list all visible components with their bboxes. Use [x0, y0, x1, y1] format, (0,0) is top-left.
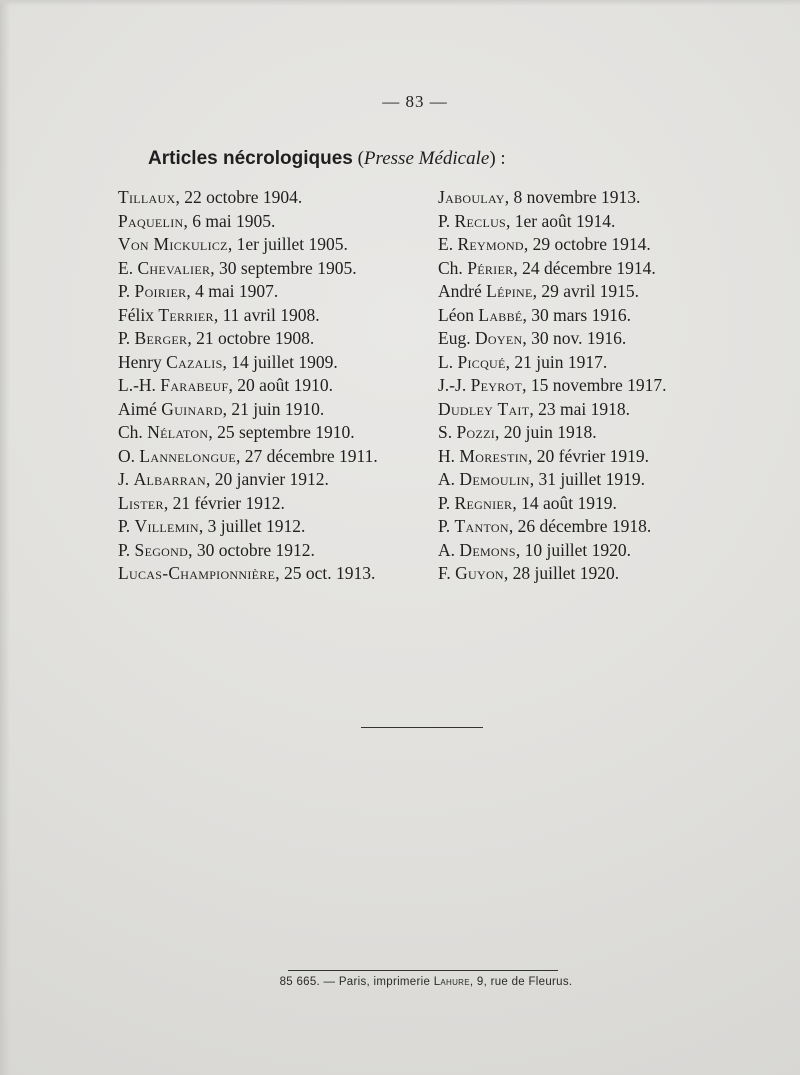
entry-date: , 4 mai 1907.: [186, 281, 279, 301]
entry-surname: Nélaton: [147, 422, 209, 442]
entry-surname: Von Mickulicz: [118, 234, 228, 254]
entry-date: , 14 juillet 1909.: [222, 351, 338, 372]
obituary-entry: [118, 257, 428, 281]
entry-forename: H.: [438, 445, 460, 466]
obituary-entry: [438, 351, 768, 375]
entry-date: , 23 mai 1918.: [529, 398, 630, 419]
entry-surname: Guinard: [161, 398, 223, 419]
entry-date: , 11 avril 1908.: [213, 304, 320, 325]
entry-date: , 20 janvier 1912.: [205, 469, 329, 489]
obituary-entry: [438, 539, 768, 563]
entry-surname: Reymond: [457, 234, 524, 254]
obituary-entry: [438, 492, 768, 516]
entry-surname: Peyrot: [470, 375, 523, 395]
printer-footer: [0, 976, 800, 988]
obituary-entry: [438, 327, 768, 351]
entry-date: , 30 mars 1916.: [522, 304, 631, 325]
entry-date: , 21 février 1912.: [163, 492, 285, 513]
entry-date: , 20 février 1919.: [528, 445, 650, 466]
entry-forename: P.: [118, 516, 135, 536]
entry-forename: P.: [438, 210, 455, 231]
obituary-list-right: [438, 186, 768, 586]
obituary-entry: [118, 304, 428, 328]
obituary-entry: [118, 233, 428, 257]
entry-forename: E.: [438, 234, 458, 254]
heading-source: Presse Médicale: [363, 148, 490, 169]
entry-date: , 21 juin 1917.: [505, 351, 608, 372]
entry-date: , 1er juillet 1905.: [227, 234, 348, 254]
entry-forename: P.: [438, 492, 455, 513]
entry-surname: Dudley Tait: [438, 398, 530, 419]
obituary-entry: [438, 374, 768, 398]
section-heading: [148, 148, 506, 170]
entry-forename: Léon: [438, 304, 479, 325]
page-number: — 83 —: [382, 92, 448, 111]
footer-rule: [288, 970, 558, 971]
entry-forename: O.: [118, 445, 140, 466]
entry-date: , 21 octobre 1908.: [187, 328, 315, 348]
entry-surname: Albarran: [133, 469, 206, 489]
obituary-entry: [118, 421, 428, 445]
entry-forename: S.: [438, 422, 457, 442]
entry-surname: Tanton: [454, 516, 509, 536]
entry-date: , 30 septembre 1905.: [210, 257, 357, 278]
entry-date: , 14 août 1919.: [512, 492, 617, 513]
entry-surname: Demons: [459, 539, 516, 560]
heading-paren-close: ) :: [489, 148, 506, 169]
entry-date: , 27 décembre 1911.: [236, 445, 378, 466]
entry-surname: Lépine: [486, 281, 533, 301]
entry-surname: Guyon: [455, 563, 504, 583]
heading-paren-open: (: [352, 148, 364, 169]
entry-date: , 10 juillet 1920.: [515, 539, 632, 560]
entry-date: , 3 juillet 1912.: [198, 516, 306, 536]
entry-date: , 6 mai 1905.: [183, 210, 276, 231]
entry-surname: Farabeuf: [160, 375, 229, 395]
entry-forename: L.: [438, 351, 458, 372]
entry-forename: P.: [438, 516, 455, 536]
obituary-entry: [118, 562, 428, 586]
obituary-entry: [438, 186, 768, 210]
obituary-entry: [438, 280, 768, 304]
entry-forename: Ch.: [118, 422, 148, 442]
entry-surname: Paquelin: [118, 210, 184, 231]
entry-date: , 22 octobre 1904.: [175, 187, 303, 207]
footer-suffix: , 9, rue de Fleurus.: [469, 976, 573, 988]
entry-surname: Doyen: [474, 328, 523, 348]
entry-date: , 30 nov. 1916.: [522, 328, 627, 348]
obituary-entry: [438, 398, 768, 422]
entry-forename: Aimé: [118, 398, 162, 419]
entry-forename: L.-H.: [118, 375, 161, 395]
entry-date: , 25 septembre 1910.: [208, 422, 355, 442]
entry-surname: Picqué: [457, 351, 506, 372]
entry-date: , 29 octobre 1914.: [523, 234, 651, 254]
entry-forename: Félix: [118, 304, 159, 325]
obituary-entry: [118, 374, 428, 398]
entry-date: , 15 novembre 1917.: [522, 375, 667, 395]
entry-surname: Regnier: [454, 492, 513, 513]
entry-surname: Morestin: [459, 445, 529, 466]
entry-forename: Ch.: [438, 257, 468, 278]
entry-forename: A.: [438, 469, 460, 489]
obituary-entry: [438, 421, 768, 445]
entry-forename: P.: [118, 328, 135, 348]
entry-surname: Lannelongue: [139, 445, 237, 466]
entry-forename: Eug.: [438, 328, 475, 348]
obituary-entry: [118, 445, 428, 469]
entry-date: , 29 avril 1915.: [532, 281, 640, 301]
entry-surname: Poirier: [134, 281, 187, 301]
obituary-entry: [438, 233, 768, 257]
entry-date: , 30 octobre 1912.: [188, 539, 315, 560]
entry-forename: A.: [438, 539, 460, 560]
entry-date: , 28 juillet 1920.: [503, 563, 620, 583]
entry-forename: F.: [438, 563, 456, 583]
obituary-entry: [118, 515, 428, 539]
entry-forename: E.: [118, 257, 138, 278]
entry-surname: Labbé: [478, 304, 523, 325]
entry-date: , 8 novembre 1913.: [504, 187, 641, 207]
footer-prefix: 85 665. — Paris, imprimerie: [279, 976, 434, 988]
obituary-entry: [118, 492, 428, 516]
entry-surname: Terrier: [158, 304, 214, 325]
obituary-entry: [438, 515, 768, 539]
obituary-entry: [438, 562, 768, 586]
heading-title: Articles nécrologiques: [148, 148, 353, 169]
entry-date: , 21 juin 1910.: [222, 398, 325, 419]
entry-surname: Villemin: [134, 516, 199, 536]
obituary-entry: [118, 186, 428, 210]
obituary-entry: [118, 210, 428, 234]
entry-forename: J.: [118, 469, 134, 489]
entry-date: , 25 oct. 1913.: [275, 563, 376, 583]
obituary-entry: [118, 280, 428, 304]
obituary-entry: [118, 327, 428, 351]
entry-forename: J.-J.: [438, 375, 471, 395]
obituary-entry: [118, 539, 428, 563]
entry-surname: Lucas-Championnière: [118, 563, 276, 583]
page-edge-shadow: [0, 0, 10, 1075]
obituary-entry: [118, 468, 428, 492]
section-divider: [361, 727, 483, 728]
obituary-list-left: [118, 186, 428, 586]
entry-surname: Jaboulay: [438, 187, 505, 207]
entry-surname: Pozzi: [456, 422, 496, 442]
obituary-entry: [438, 304, 768, 328]
entry-forename: P.: [118, 281, 135, 301]
entry-surname: Demoulin: [459, 469, 530, 489]
entry-surname: Lister: [118, 492, 164, 513]
obituary-entry: [438, 445, 768, 469]
entry-forename: P.: [118, 539, 135, 560]
entry-surname: Segond: [134, 539, 189, 560]
entry-date: , 31 juillet 1919.: [529, 469, 645, 489]
entry-surname: Tillaux: [118, 187, 176, 207]
obituary-entry: [438, 257, 768, 281]
obituary-entry: [438, 468, 768, 492]
entry-forename: André: [438, 281, 487, 301]
page-top-shadow: [0, 0, 800, 6]
entry-date: , 1er août 1914.: [506, 210, 616, 231]
entry-date: , 26 décembre 1918.: [508, 516, 652, 536]
entry-date: , 24 décembre 1914.: [513, 257, 656, 278]
obituary-entry: [118, 351, 428, 375]
entry-surname: Chevalier: [137, 257, 211, 278]
entry-surname: Cazalis: [166, 351, 223, 372]
footer-printer: Lahure: [433, 976, 470, 988]
entry-surname: Berger: [134, 328, 188, 348]
entry-date: , 20 août 1910.: [228, 375, 333, 395]
obituary-entry: [438, 210, 768, 234]
entry-forename: Henry: [118, 351, 167, 372]
entry-date: , 20 juin 1918.: [495, 422, 597, 442]
obituary-entry: [118, 398, 428, 422]
entry-surname: Reclus: [454, 210, 507, 231]
entry-surname: Périer: [467, 257, 514, 278]
